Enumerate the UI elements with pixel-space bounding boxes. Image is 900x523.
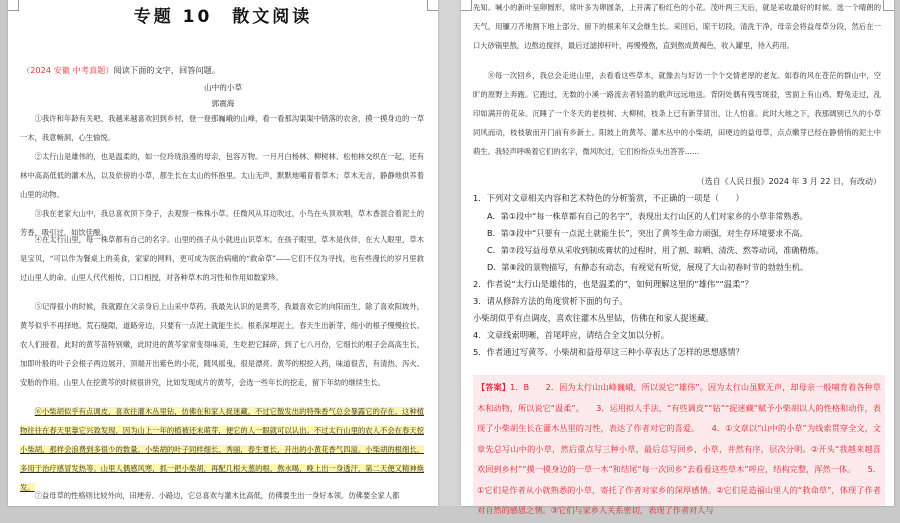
essay-author: 郭震海: [211, 99, 235, 108]
option-d: D．第⑧段的景物描写，有静态有动态，有视觉有听觉，展现了大山初春时节的勃勃生机。: [487, 262, 809, 272]
answer-body: 1．B 2．因为太行山山峰巍峨，所以说它“雄伟”。因为太行山虽默无声，却母亲一般哺育着各种草木和动物，所以说它“温柔”。 3．运用拟人手法，“有些调皮”“钻”“捉迷藏”赋予小柴胡以人的性格和动作，表现了小柴胡生长在灌木丛里的习性，表达了作者对它的喜爱。 4．①文章以“山中的小草”为线索贯穿全文，文章先总写山中的小草，然后重点写三种小草，最后总写回乡，小草，井然有序，层次分明。②开头“我越来越喜欢回到乡村”“摸一摸身边的一草一木”和结尾“每一次回乡”去看看这些草木”呼应，结构完整，浑然一体。 5．①它们是作者从小就熟悉的小草，寄托了作者对家乡的深厚感情。②它们是造福山里人的“救命草”，体现了作者对自然的感恩之情。③它们与家乡人关系密切，表现了作者对人与: [477, 382, 881, 515]
exam-intro: [22, 65, 422, 76]
option-a: A．第①段中“每一株草都有自己的名字”，表现出太行山区的人们对家乡的小草非常熟悉。: [487, 211, 808, 221]
essay-paragraph: ⑦益母草的性格则比较外向，田埂旁、小路边，它总喜欢与灌木比高低，仿佛要生出一身好本领。仿佛要全家人都: [34, 491, 400, 500]
answer-section: [473, 375, 885, 515]
question-3-sentence: 小柴胡似乎有点调皮，喜欢往灌木丛里钻，仿佛在和家人捉迷藏。: [473, 313, 714, 323]
essay-paragraph: ④在太行山里，每一株草都有自己的名字。山里的孩子从小就进山识草木。在孩子眼里，草木是伙伴，在大人眼里，草木是宝贝，“可以作为餐桌上的美食，家家的网料，更可成为医治病痛的“救命草”——它们不仅为寻找，也有些漫长的岁月里救过山里人的命。山里人代代相传，口口相授，对各种草木的习性和作用如数家珍。: [20, 235, 424, 282]
question-2: 2．作者说“太行山是雄伟的，也是温柔的”，如何理解这里的“雄伟”“温柔”？: [473, 279, 753, 289]
essay-paragraph: ①我许和年龄有关吧，我越来越喜欢回到乡村，登一登那巍峨的山峰，看一看那沟渠渠中错落的农舍，摸一摸身边的一草一木，我意畅洞，心生愉悦。: [20, 114, 424, 142]
exam-instruction: 阅读下面的文字，回答问题。: [113, 65, 220, 75]
essay-paragraph: ⑤记得很小的时候，我就跟在父亲身后上山采中草药。我最先认识的是黄芩，我最喜欢它的向阳而生，除了喜欢阳坡外，黄芩似乎不再择地。荒石缝隙，道路旁边，只要有一点泥土就能生长。根系深埋泥土，春天生出新芽，细小的根子慢慢拉长。农人们接着，此时的黄芩苗特别嫩，此时进的黄芩家常变得味美，生吃把它踩碎，到了七八月份，它细长的根子会高高生长，加即叶般的叶子会根子两边展开，顶端开出紫色的小花，随风摇曳，很是漂亮。黄芩的根挖入药，味道很苦，有清热、泻火、安胎的作用。山里人在挖黄芩的时候很讲究，比如发现成片的黄芩，会选一些年长的挖走，留下年幼的继续生长。: [20, 302, 424, 387]
document-page-right: [461, 0, 894, 515]
question-1: 1．下列对文章相关内容和艺术特色的分析鉴赏，不正确的一项是（ ）: [473, 193, 744, 203]
option-c: C．第⑦段写益母草从采收到制成膏状的过程时，用了割、晾晒、清洗、熬等动词，准确精炼。: [487, 245, 824, 255]
option-b: B．第③段中“只要有一点泥土就能生长”，突出了黄芩生命力顽强，对生存环境要求不高。: [487, 228, 808, 238]
essay-paragraph-highlighted: [20, 402, 424, 497]
question-3: 3．请从修辞方法的角度赏析下面的句子。: [473, 296, 628, 306]
margin-corner-mark: [883, 0, 894, 11]
page-gutter: [438, 0, 461, 506]
answer-label: 【答案】: [477, 382, 510, 392]
essay-source: （选自《人民日报》2024 年 3 月 22 日，有改动）: [696, 177, 881, 186]
question-4: 4．文章线索明晰，首尾呼应，请结合全文加以分析。: [473, 330, 670, 340]
question-5: 5．作者通过写黄芩、小柴胡和益母草这三种小草表达了怎样的思想感情？: [473, 347, 744, 357]
exam-source-tag: （2024 安徽 中考真题）: [22, 65, 114, 75]
essay-paragraph: ③我在老家大山中，我总喜欢顶下身子，去观察一株株小草。任微风从耳边吹过，小鸟在头顶欢唱，草木香混合着泥土的芳香，吸引过，如饮佳酿。: [20, 209, 424, 237]
essay-paragraph: ②太行山是雄伟的，也是温柔的，如一位玲珑浪漫的母亲，包容万物。一月月白杨林、柳树林、松柏林交织在一起，还有林中高高低低的灌木丛，以及依傍的小草，都生长在太山的怀抱里。太山无声，默默地哺育着草木；草木无言，静静地供养着山里的动物。: [20, 152, 424, 199]
margin-corner-mark: [461, 0, 472, 11]
essay-paragraph-continued: 先知。喊小的新叶呈卵圆形，常叶多为卵圆条，上开满了粉红色的小花。茂叶两三天后，就是采收最好的时候。选一个晴朗的天气，用镰刀齐地割下地上部分，留下的根来年又会继生长。采回后，晾干切段，清洗干净，母亲会将益母草分段，然后在一口大砂锅里熬，边熬边搅拌，最后过滤掉秆叶，再慢慢熬，直到熬成黄褐色，收入罐里，待入药用。: [473, 3, 881, 50]
essay-paragraph-text: ⑥小柴胡似乎有点调皮，喜欢往灌木丛里钻，仿佛在和家人捉迷藏。不过它散发出的特殊香气总会暴露它的存在。这种植物往往在春天里靠它兴致发现，因为山上一年的植被还未萌芽，便它的人一眼就可以认出。不过太行山里的农人不会在春天挖小柴胡，那样会浪费到多很少的数量。小柴胡的叶子同样细长、秀丽，春生夏长，开出的小黄花香气四溢。小柴胡的根细长，多用于治疗感冒发热等。山里人偶感风寒，抓一把小柴胡，再配几根大葱的根，熬水喝，晚上出一身透汗，第二天便又精神焕发。: [20, 407, 424, 492]
essay-paragraph: ⑧每一次回乡，我总会走进山里，去看看这些草木，就像去与好访一个个交情老厚的老友。如春的风在苍茫的群山中，空旷的原野上奔跑。它跑过，无数的小溪一路流去者轻盈的歌声远远地送。背阴处偶有残雪斑驳，雪面上有山鸡、野兔走过，乱印如满开的花朵。沉睡了一个冬天的老枝树、大柳树，枝条上已有新芽冒出，让人怕喜。此时大地之下，我那阔别已久的小草同风而动，枝枝敏而开门前有乡新土。阳坡上的黄芩、灌木丛中的小柴胡，田埂边的益母草，点点嫩芽已经在静悄悄的泥土中萌生。我轻声呼唤着它们的名字，微风吹过，它们纷纷点头出答答……: [473, 71, 881, 156]
answer-text: [473, 375, 885, 523]
essay-title: 山中的小草: [204, 83, 242, 92]
page-title: 专题 10 散文阅读: [133, 7, 313, 27]
document-page-left: [8, 0, 438, 506]
